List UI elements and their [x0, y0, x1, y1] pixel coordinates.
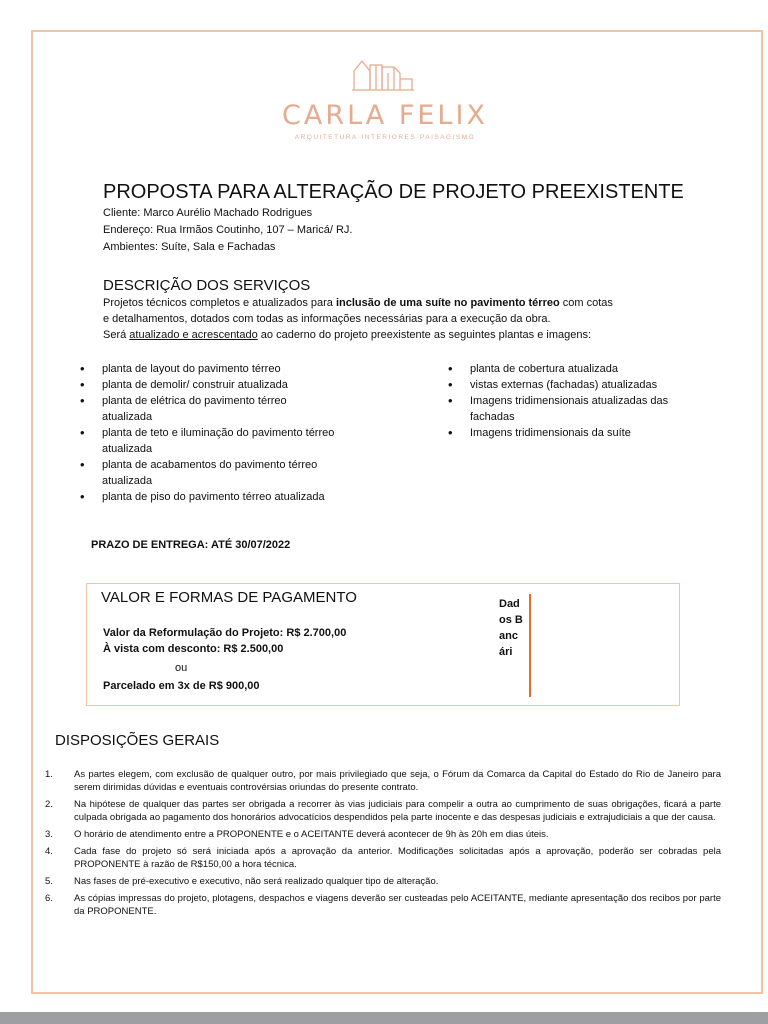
list-item: • planta de teto e iluminação do pavimento térreo atualizada	[80, 425, 335, 457]
address-line: Endereço: Rua Irmãos Coutinho, 107 – Maricá/ RJ.	[103, 224, 353, 236]
terms-title: DISPOSIÇÕES GERAIS	[55, 732, 220, 749]
services-paragraph-1: Projetos técnicos completos e atualizados para inclusão de uma suíte no pavimento térreo com cotas	[103, 297, 613, 309]
installments-value: Parcelado em 3x de R$ 900,00	[103, 680, 260, 692]
list-item: • Imagens tridimensionais atualizadas das fachadas	[448, 393, 693, 425]
services-list-right	[448, 361, 693, 441]
payment-title: VALOR E FORMAS DE PAGAMENTO	[101, 589, 357, 606]
list-item: 4. Cada fase do projeto só será iniciada após a aprovação da anterior. Modificações solicitadas após a aprovação, poderão ser cobradas pela PROPONENTE à razão de R$150,00 a hora técnica.	[45, 846, 721, 870]
list-item: • planta de layout do pavimento térreo	[80, 361, 335, 377]
terms-list	[45, 768, 721, 922]
brand-logo-icon	[352, 57, 416, 91]
list-item: • planta de piso do pavimento térreo atualizada	[80, 489, 335, 505]
bank-divider	[529, 594, 531, 697]
services-paragraph-3: Será atualizado e acrescentado ao caderno do projeto preexistente as seguintes plantas e imagens:	[103, 329, 592, 341]
list-item: • planta de cobertura atualizada	[448, 361, 693, 377]
services-paragraph-2: e detalhamentos, dotados com todas as informações necessárias para a execução da obra.	[103, 313, 551, 325]
services-list-left	[80, 361, 335, 505]
list-item: • planta de acabamentos do pavimento térreo atualizada	[80, 457, 335, 489]
list-item: • planta de demolir/ construir atualizada	[80, 377, 335, 393]
list-item: 6. As cópias impressas do projeto, plotagens, despachos e viagens deverão ser custeadas pelo ACEITANTE, mediante apresentação dos recibos por parte da PROPONENTE.	[45, 893, 721, 917]
client-line: Cliente: Marco Aurélio Machado Rodrigues	[103, 207, 313, 219]
cash-value: À vista com desconto: R$ 2.500,00	[103, 643, 284, 655]
rooms-line: Ambientes: Suíte, Sala e Fachadas	[103, 241, 276, 253]
brand-name: CARLA FELIX	[282, 100, 488, 131]
list-item: 2. Na hipótese de qualquer das partes ser obrigada a recorrer às vias judiciais para compelir a outra ao cumprimento de suas obrigações, ficará a parte culpada obrigada ao pagamento dos honorários advocatícios despendidos pela parte inocente e das despesas judiciais e extrajudiciais a que der causa.	[45, 799, 721, 823]
services-title: DESCRIÇÃO DOS SERVIÇOS	[103, 277, 311, 294]
document-title: PROPOSTA PARA ALTERAÇÃO DE PROJETO PREEXISTENTE	[103, 181, 684, 203]
list-item: • vistas externas (fachadas) atualizadas	[448, 377, 693, 393]
list-item: 1. As partes elegem, com exclusão de qualquer outro, por mais privilegiado que seja, o Fórum da Comarca da Capital do Estado do Rio de Janeiro para serem dirimidas dúvidas e eventuais controvérsias oriundas do presente contrato.	[45, 769, 721, 793]
or-text: ou	[175, 662, 188, 674]
brand-tagline: ARQUITETURA·INTERIORES·PAISAGISMO	[294, 134, 476, 141]
bottom-bar	[0, 1012, 768, 1024]
project-value: Valor da Reformulação do Projeto: R$ 2.700,00	[103, 627, 347, 639]
list-item: 5. Nas fases de pré-executivo e executivo, não será realizado qualquer tipo de alteração.	[45, 876, 439, 887]
list-item: 3. O horário de atendimento entre a PROPONENTE e o ACEITANTE deverá acontecer de 9h às 20h em dias úteis.	[45, 829, 549, 840]
deadline-text: PRAZO DE ENTREGA: ATÉ 30/07/2022	[91, 539, 291, 551]
list-item: • planta de elétrica do pavimento térreo atualizada	[80, 393, 335, 425]
bank-details-label: Dados Bancári	[499, 598, 523, 658]
list-item: • Imagens tridimensionais da suíte	[448, 425, 693, 441]
